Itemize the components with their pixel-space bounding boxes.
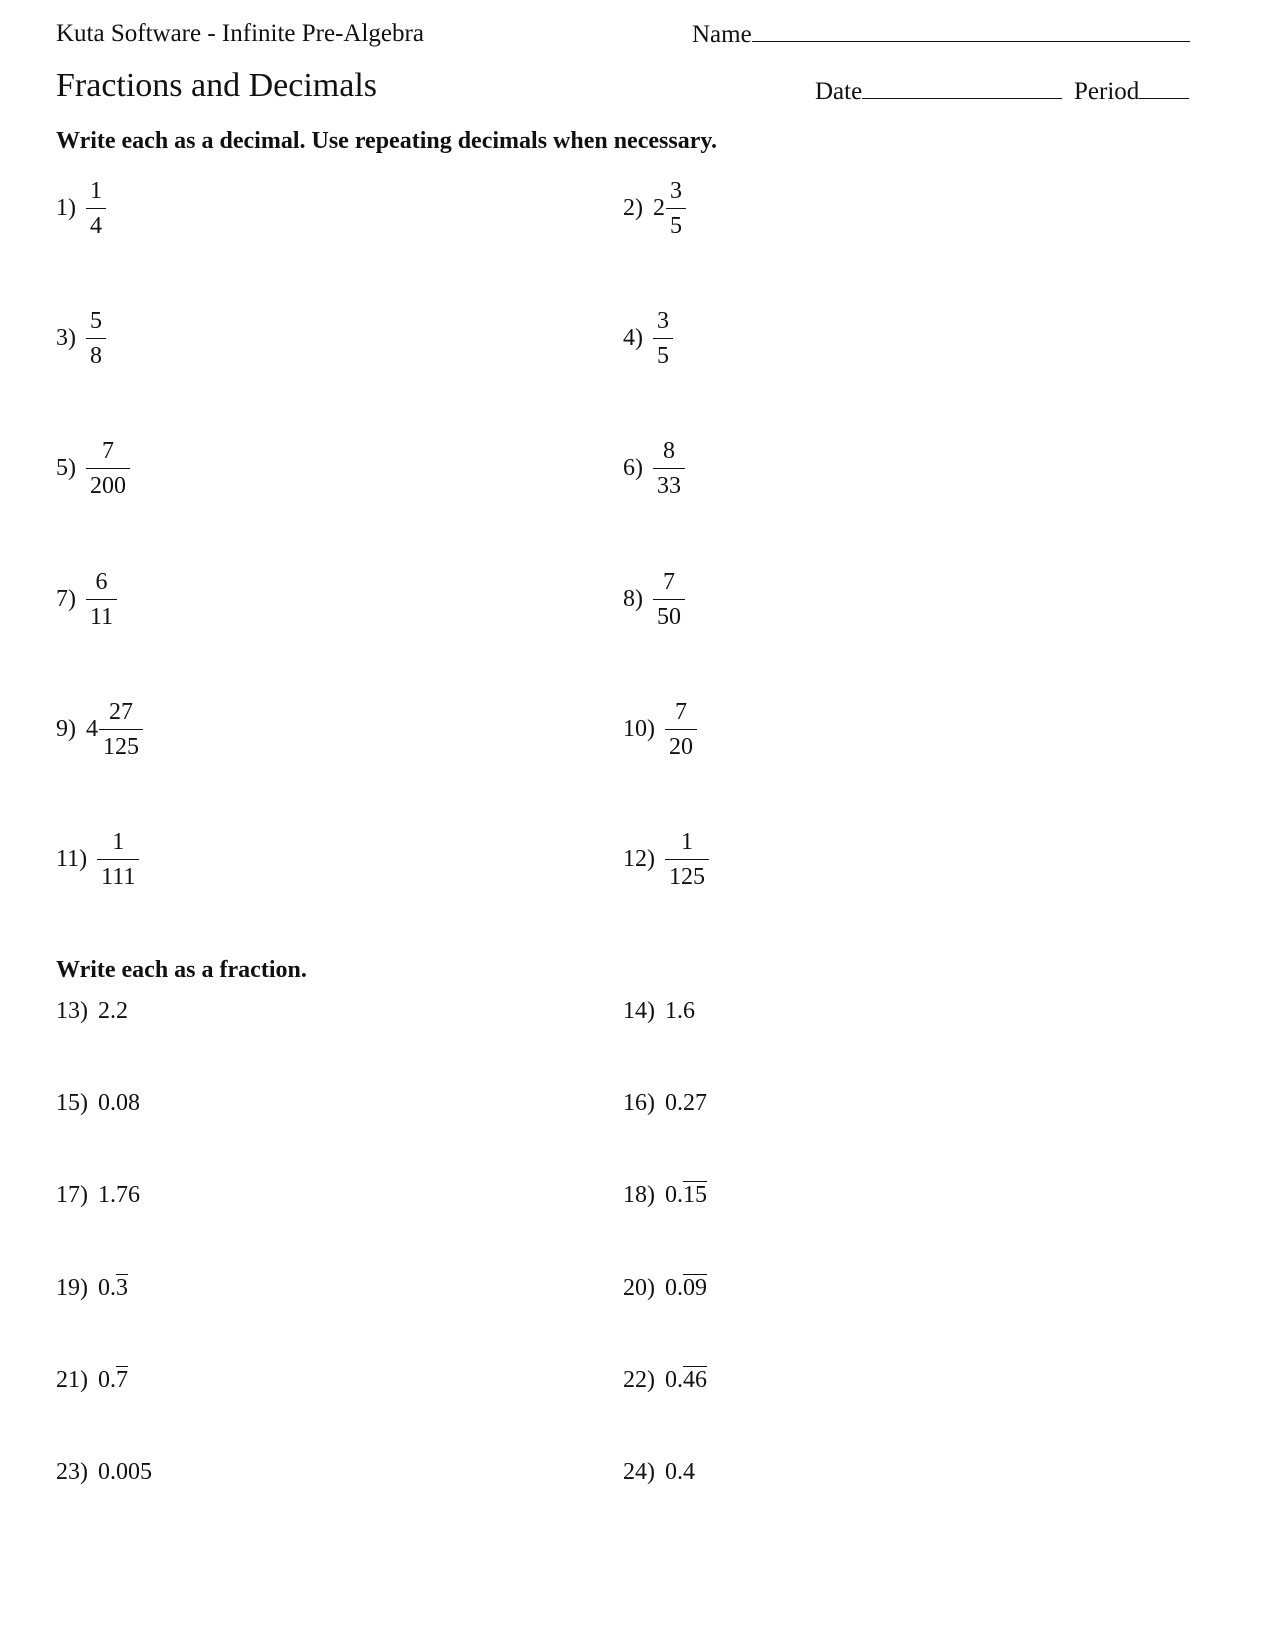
problem-17 (56, 1181, 140, 1209)
numerator: 1 (90, 177, 102, 204)
decimal-value: 1.6 (665, 998, 695, 1024)
decimal-value: 0.005 (98, 1459, 152, 1485)
fraction-bar (653, 468, 685, 469)
problem-number: 4) (623, 325, 643, 351)
problem-number: 23) (56, 1459, 88, 1485)
denominator: 8 (90, 342, 102, 369)
fraction-bar (86, 208, 106, 209)
repeating-digits: 46 (683, 1367, 707, 1393)
denominator: 20 (669, 733, 693, 760)
problem-24 (623, 1458, 695, 1486)
decimal-value: 0. (98, 1367, 116, 1393)
date-label: Date (815, 78, 863, 105)
numerator: 5 (90, 307, 102, 334)
fraction (86, 567, 117, 632)
denominator: 5 (670, 212, 682, 239)
repeating-digits: 15 (683, 1182, 707, 1208)
fraction-bar (665, 859, 709, 860)
numerator: 1 (112, 828, 125, 855)
problem-14 (623, 997, 695, 1025)
problem-10 (623, 694, 697, 764)
name-field-row (692, 19, 1190, 50)
numerator: 7 (102, 437, 114, 464)
denominator: 200 (90, 472, 126, 499)
problem-number: 22) (623, 1367, 655, 1393)
denominator: 33 (657, 472, 681, 499)
section1-instruction: Write each as a decimal. Use repeating decimals when necessary. (56, 128, 718, 154)
name-blank[interactable] (752, 19, 1190, 42)
problem-number: 2) (623, 195, 643, 221)
period-blank[interactable] (1139, 76, 1189, 99)
numerator: 27 (109, 698, 133, 725)
decimal-value: 0.08 (98, 1090, 140, 1116)
denominator: 4 (90, 212, 102, 239)
fraction (86, 176, 106, 241)
problem-2 (623, 173, 686, 243)
problem-number: 12) (623, 846, 655, 872)
decimal-value: 0.27 (665, 1090, 707, 1116)
problem-3 (56, 303, 106, 373)
fraction-bar (665, 729, 697, 730)
numerator: 7 (663, 568, 675, 595)
fraction (666, 176, 686, 241)
fraction-bar (86, 468, 130, 469)
repeating-digits: 3 (116, 1275, 128, 1301)
numerator: 3 (657, 307, 669, 334)
problem-6 (623, 433, 685, 503)
fraction (86, 436, 130, 501)
problem-number: 11) (56, 846, 88, 872)
problem-number: 19) (56, 1275, 88, 1301)
problem-1 (56, 173, 106, 243)
whole-number: 4 (86, 716, 98, 742)
problem-22 (623, 1366, 707, 1394)
denominator: 125 (103, 733, 139, 760)
problem-number: 6) (623, 455, 643, 481)
decimal-value: 0. (665, 1275, 683, 1301)
fraction-bar (86, 338, 106, 339)
name-label: Name (692, 21, 752, 48)
fraction (99, 697, 143, 762)
problem-15 (56, 1089, 140, 1117)
numerator: 8 (663, 437, 675, 464)
fraction-bar (99, 729, 143, 730)
problem-number: 10) (623, 716, 655, 742)
decimal-value: 0. (98, 1275, 116, 1301)
problem-number: 7) (56, 586, 76, 612)
fraction (97, 827, 139, 892)
period-label: Period (1074, 78, 1140, 105)
fraction-bar (666, 208, 686, 209)
publisher-label: Kuta Software - Infinite Pre-Algebra (56, 20, 424, 47)
denominator: 5 (657, 342, 669, 369)
problem-number: 15) (56, 1090, 88, 1116)
problem-9 (56, 694, 143, 764)
decimal-value: 0.4 (665, 1459, 695, 1485)
problem-16 (623, 1089, 707, 1117)
problem-7 (56, 564, 117, 634)
fraction (653, 436, 685, 501)
denominator: 125 (669, 863, 705, 890)
problem-number: 13) (56, 998, 88, 1024)
denominator: 50 (657, 603, 681, 630)
problem-number: 21) (56, 1367, 88, 1393)
whole-number: 2 (653, 195, 665, 221)
problem-23 (56, 1458, 152, 1486)
problem-number: 20) (623, 1275, 655, 1301)
denominator: 11 (90, 603, 114, 630)
problem-number: 14) (623, 998, 655, 1024)
problem-4 (623, 303, 673, 373)
date-field-row (815, 76, 1062, 107)
fraction (653, 306, 673, 371)
numerator: 1 (681, 828, 693, 855)
problem-number: 3) (56, 325, 76, 351)
denominator: 111 (101, 863, 136, 890)
problem-21 (56, 1366, 128, 1394)
problem-number: 17) (56, 1182, 88, 1208)
decimal-value: 2.2 (98, 998, 128, 1024)
numerator: 3 (670, 177, 682, 204)
date-blank[interactable] (862, 76, 1062, 99)
problem-11 (56, 824, 139, 894)
numerator: 6 (95, 568, 108, 595)
problem-number: 5) (56, 455, 76, 481)
problem-number: 18) (623, 1182, 655, 1208)
problem-number: 1) (56, 195, 76, 221)
fraction-bar (653, 599, 685, 600)
decimal-value: 0. (665, 1367, 683, 1393)
problem-number: 24) (623, 1459, 655, 1485)
problem-8 (623, 564, 685, 634)
fraction (653, 567, 685, 632)
fraction (86, 306, 106, 371)
problem-5 (56, 433, 130, 503)
fraction (665, 827, 709, 892)
numerator: 7 (675, 698, 687, 725)
problem-12 (623, 824, 709, 894)
repeating-digits: 09 (683, 1275, 707, 1301)
problem-number: 16) (623, 1090, 655, 1116)
decimal-value: 0. (665, 1182, 683, 1208)
period-field-row (1074, 76, 1189, 107)
fraction-bar (86, 599, 117, 600)
problem-number: 9) (56, 716, 76, 742)
section2-instruction: Write each as a fraction. (56, 957, 307, 983)
problem-13 (56, 997, 128, 1025)
decimal-value: 1.76 (98, 1182, 140, 1208)
fraction-bar (97, 859, 139, 860)
page-title: Fractions and Decimals (56, 67, 378, 104)
problem-number: 8) (623, 586, 643, 612)
problem-18 (623, 1181, 707, 1209)
repeating-digits: 7 (116, 1367, 128, 1393)
problem-20 (623, 1274, 707, 1302)
fraction (665, 697, 697, 762)
fraction-bar (653, 338, 673, 339)
problem-19 (56, 1274, 128, 1302)
